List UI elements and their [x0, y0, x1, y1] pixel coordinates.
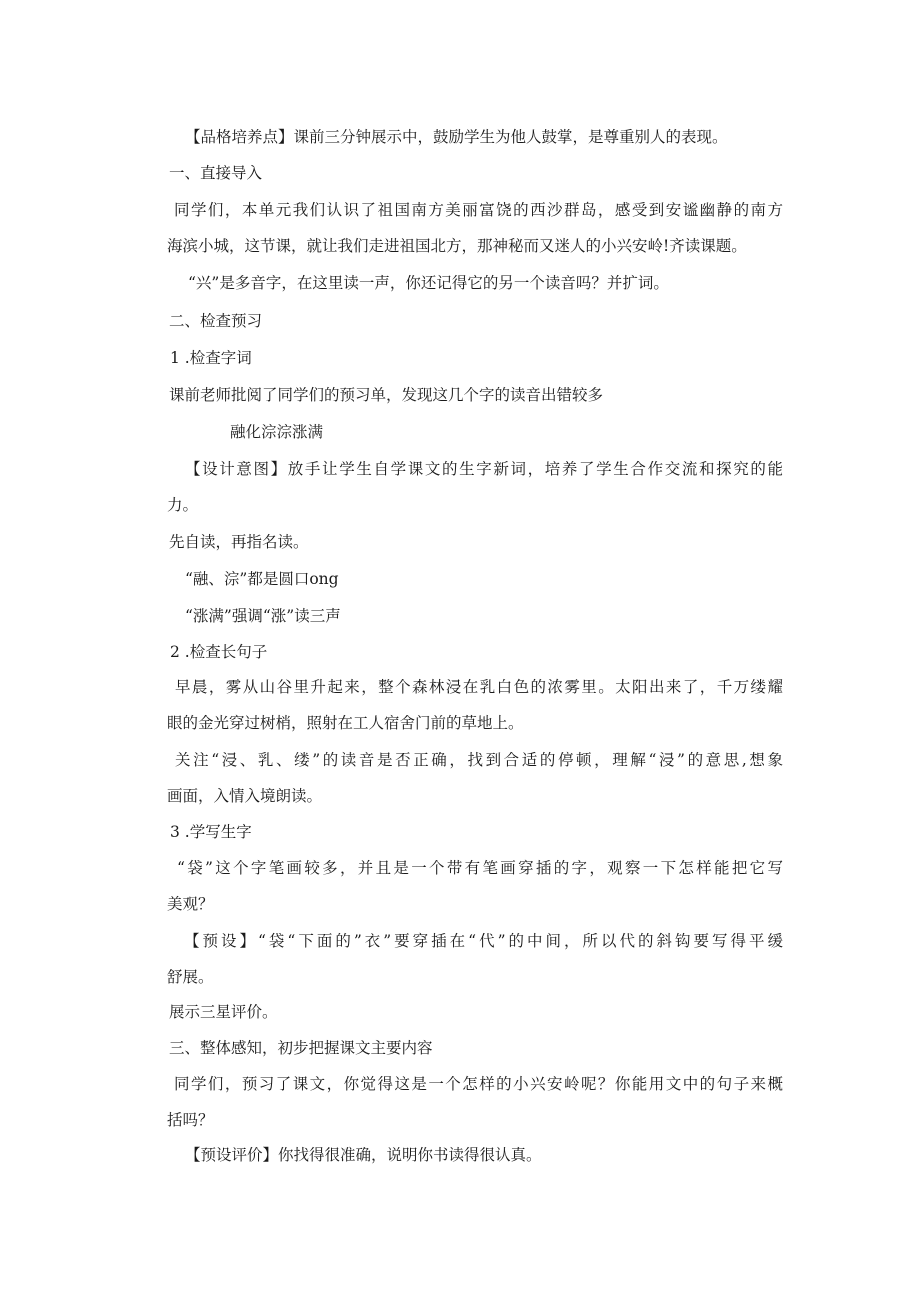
word-list: 融化淙淙涨满	[230, 423, 324, 441]
paragraph-focus-pronunciation-line-1: 关注“浸、乳、缕”的读音是否正确，找到合适的停顿，理解“浸”的意思,想象	[175, 751, 783, 769]
subheading-check-sentences: 2 .检查长句子	[170, 643, 268, 661]
paragraph-long-sentence-line-1: 早晨，雾从山谷里升起来，整个森林浸在乳白色的浓雾里。太阳出来了，千万缕耀	[175, 678, 783, 696]
paragraph-overall-question-line-2: 括吗？	[167, 1111, 214, 1129]
paragraph-preset	[167, 930, 783, 988]
subheading-write-characters: 3 .学写生字	[170, 823, 252, 841]
paragraph-preset-line-1: 【预设】“袋“下面的”衣”要穿插在“代”的中间，所以代的斜钩要写得平缓	[184, 932, 783, 950]
paragraph-preset-evaluation: 【预设评价】你找得很准确，说明你书读得很认真。	[185, 1146, 542, 1164]
paragraph-intro	[167, 199, 783, 257]
heading-section-2: 二、检查预习	[169, 312, 263, 330]
paragraph-rounded-ong: “融、淙”都是圆口ong	[185, 570, 339, 588]
paragraph-overall-question	[167, 1073, 783, 1131]
paragraph-design-intent	[167, 458, 783, 516]
paragraph-dai-character-line-2: 美观？	[167, 895, 214, 913]
paragraph-preset-line-2: 舒展。	[167, 968, 214, 986]
paragraph-polyphone: “兴”是多音字，在这里读一声，你还记得它的另一个读音吗？并扩词。	[188, 274, 669, 292]
paragraph-character-point: 【品格培养点】课前三分钟展示中，鼓励学生为他人鼓掌，是尊重别人的表现。	[185, 128, 728, 146]
paragraph-design-intent-line-1: 【设计意图】放手让学生自学课文的生字新词，培养了学生合作交流和探究的能	[185, 460, 783, 478]
paragraph-third-tone: “涨满”强调“涨”读三声	[185, 607, 341, 625]
heading-section-3: 三、整体感知，初步把握课文主要内容	[169, 1039, 433, 1057]
paragraph-long-sentence	[167, 676, 783, 734]
paragraph-preview-sheet: 课前老师批阅了同学们的预习单，发现这几个字的读音出错较多	[169, 386, 604, 404]
paragraph-dai-character-line-1: “袋”这个字笔画较多，并且是一个带有笔画穿插的字，观察一下怎样能把它写	[177, 859, 783, 877]
subheading-check-words: 1 .检查字词	[170, 349, 252, 367]
paragraph-focus-pronunciation	[167, 749, 783, 807]
paragraph-self-read: 先自读，再指名读。	[169, 533, 309, 551]
paragraph-design-intent-line-2: 力。	[167, 496, 199, 514]
paragraph-intro-line-1: 同学们，本单元我们认识了祖国南方美丽富饶的西沙群岛，感受到安谧幽静的南方	[174, 201, 783, 219]
paragraph-intro-line-2: 海滨小城，这节课，就让我们走进祖国北方，那神秘而又迷人的小兴安岭!齐读课题。	[167, 237, 747, 255]
paragraph-three-star: 展示三星评价。	[169, 1003, 278, 1021]
paragraph-long-sentence-line-2: 眼的金光穿过树梢，照射在工人宿舍门前的草地上。	[167, 714, 524, 732]
paragraph-overall-question-line-1: 同学们，预习了课文，你觉得这是一个怎样的小兴安岭呢？你能用文中的句子来概	[174, 1075, 783, 1093]
paragraph-dai-character	[167, 857, 783, 915]
paragraph-focus-pronunciation-line-2: 画面，入情入境朗读。	[167, 787, 323, 805]
heading-section-1: 一、直接导入	[169, 164, 263, 182]
